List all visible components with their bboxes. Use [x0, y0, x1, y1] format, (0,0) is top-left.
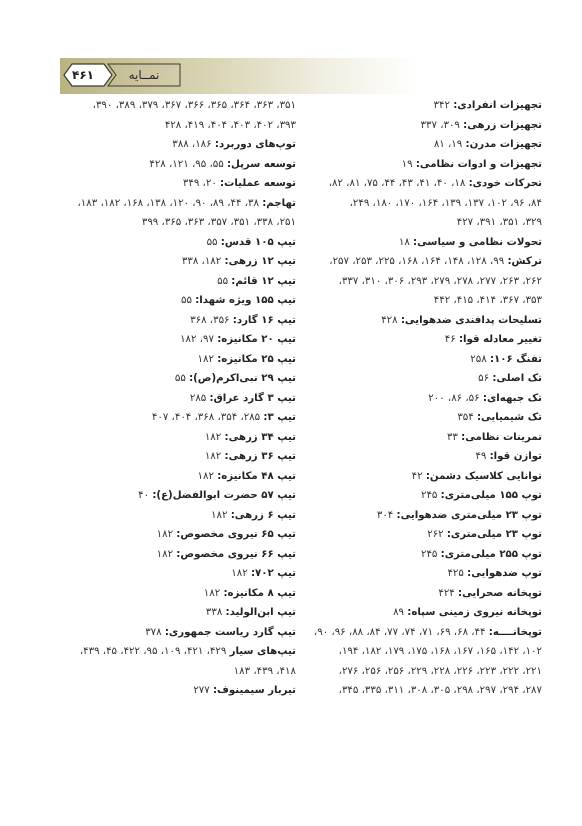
index-term: تیپ ۱۵۵ ویژه شهدا: [195, 295, 296, 306]
index-entry [298, 291, 542, 311]
index-entry [64, 233, 296, 253]
index-entry [298, 116, 542, 136]
index-entry [298, 233, 542, 253]
index-pages: ۱۸ [398, 236, 414, 248]
index-pages: ۱۸، ۴۰، ۴۱، ۴۳، ۴۴، ۷۵، ۸۱، ۸۲، [328, 178, 469, 189]
index-pages: ۳۳۸ [205, 607, 226, 618]
index-term: توپخانــــه: [488, 626, 542, 638]
index-term: تیپ ۱۰۵ قدس: [220, 236, 296, 248]
index-term: توپ ۲۵۵ میلی‌متری: [440, 548, 542, 560]
index-term: توسعه سرپل: [226, 158, 296, 170]
index-entry [298, 428, 542, 448]
index-pages: ۳۴۲ [433, 100, 454, 111]
index-pages: ۱۸۲ [203, 587, 224, 599]
index-term: تیپ ۴۸ مکانیزه: [217, 470, 296, 482]
index-pages: ۱۹، ۸۱ [433, 139, 466, 150]
index-term: تک شیمیایی: [476, 412, 542, 423]
index-entry [64, 545, 296, 565]
index-entry [64, 564, 296, 584]
index-term: توانایی کلاسیک دشمن: [425, 470, 542, 482]
index-term: تیپ ۱۲ قائم: [231, 275, 296, 287]
index-term: تیپ ۲۰ مکانیزه: [217, 334, 296, 345]
index-pages: ۳۵۶، ۳۶۸ [190, 314, 233, 326]
index-pages: ۲۸۷، ۲۹۴، ۲۹۷، ۲۹۸، ۳۰۵، ۳۰۸، ۳۱۱، ۳۳۵، ۳۴۵، [338, 685, 542, 696]
index-entry [298, 213, 542, 233]
index-pages: ۵۵ [181, 295, 196, 306]
index-entry [298, 96, 542, 116]
index-entry [298, 389, 542, 409]
index-term: توپ ۱۵۵ میلی‌متری: [440, 490, 542, 501]
index-entry [298, 272, 542, 292]
index-term: تیپ ۶ زرهی: [230, 509, 296, 521]
index-entry [298, 506, 542, 526]
index-pages: ۲۸۵ [189, 392, 210, 404]
index-term: تهاجم: [262, 197, 296, 209]
index-term: تجهیزات و ادوات نظامی: [415, 158, 542, 170]
index-entry [64, 194, 296, 214]
index-entry [64, 155, 296, 175]
index-entry [64, 116, 296, 136]
index-entry [64, 311, 296, 331]
index-term: تیپ ۷۰۲: [250, 568, 296, 579]
index-entry [64, 408, 296, 428]
index-pages: ۲۴۵ [420, 490, 441, 501]
index-term: تیپ ۵۷ حضرت ابوالفضل(ع): [152, 490, 296, 501]
index-pages: ۱۸۲ [156, 548, 177, 560]
index-term: تیپ ۶۵ نیروی مخصوص: [176, 529, 296, 540]
index-entry [64, 135, 296, 155]
index-term: ترکش: [507, 256, 542, 267]
index-entry [64, 272, 296, 292]
index-entry [64, 662, 296, 682]
index-pages: ۴۰ [138, 490, 153, 501]
index-term: تیپ ۳۶ زرهی: [224, 451, 296, 462]
index-term: تسلیحات پدافندی ضدهوایی: [400, 314, 542, 326]
index-pages: ۴۲۵ [447, 568, 468, 579]
index-entry [64, 486, 296, 506]
index-entry [298, 311, 542, 331]
index-entry [64, 213, 296, 233]
index-term: تک جبهه‌ای: [482, 392, 542, 404]
index-pages: ۴۲۹، ۴۲۱، ۱۰۹، ۹۵، ۴۲۲، ۴۵، ۴۳۹، [79, 646, 230, 657]
index-entry [298, 155, 542, 175]
index-pages: ۲۷۷ [193, 685, 213, 696]
index-pages: ۱۸۲ [204, 451, 225, 462]
index-entry [64, 428, 296, 448]
index-entry [64, 174, 296, 194]
index-term: تیپ ابن‌الولید: [225, 607, 296, 618]
index-entry [298, 135, 542, 155]
index-entry [298, 545, 542, 565]
index-entry [298, 623, 542, 643]
index-entry [298, 252, 542, 272]
index-entry [298, 447, 542, 467]
index-pages: ۹۷، ۱۸۲ [180, 334, 218, 345]
index-pages: ۳۰۴ [376, 509, 397, 521]
index-term: توپ ۲۳ میلی‌متری: [446, 529, 542, 540]
index-entry [298, 642, 542, 662]
index-entry [64, 369, 296, 389]
index-pages: ۳۵۱، ۳۶۳، ۳۶۴، ۳۶۵، ۳۶۶، ۳۶۷، ۳۷۹، ۳۸۹، ۳۹۰، [92, 100, 296, 111]
index-pages: ۱۸۲ [197, 470, 218, 482]
index-pages: ۴۲ [411, 470, 426, 482]
index-term: تیپ ۶۶ نیروی مخصوص: [176, 548, 296, 560]
index-term: تیپ ۳: [263, 412, 296, 423]
index-term: تک اصلی: [492, 373, 542, 384]
index-entry [64, 603, 296, 623]
index-term: تحرکات خودی: [468, 178, 542, 189]
index-term: تیپ ۱۲ زرهی: [224, 256, 296, 267]
index-term: توسعه عملیات: [220, 178, 296, 189]
index-entry [64, 330, 296, 350]
index-term: تیپ ۲۹ نبی‌اکرم(ص): [189, 373, 296, 384]
index-entry [298, 662, 542, 682]
index-term: توپ‌های دوربرد: [214, 139, 296, 150]
index-pages: ۱۸۲ [156, 529, 177, 540]
index-term: توپ ضدهوایی: [467, 568, 542, 579]
index-pages: ۲۰، ۳۴۹ [182, 178, 221, 189]
index-pages: ۸۴، ۹۶، ۱۰۲، ۱۳۷، ۱۳۹، ۱۶۴، ۱۷۰، ۱۸۰، ۲۴۹، [349, 197, 542, 209]
index-entry [64, 506, 296, 526]
index-term: توپخانه نیروی زمینی سپاه: [407, 607, 542, 618]
index-term: تغییر معادله قوا: [458, 334, 542, 345]
index-pages: ۴۱۸، ۴۳۹، ۱۸۳ [233, 665, 296, 677]
index-pages: ۹۹، ۱۲۸، ۱۴۸، ۱۶۴، ۱۶۸، ۲۲۵، ۲۵۳، ۲۵۷، [329, 256, 508, 267]
index-entry [298, 564, 542, 584]
page-number: ۴۶۱ [72, 68, 94, 82]
index-pages: ۳۸، ۴۴، ۸۹، ۹۰، ۱۲۰، ۱۳۸، ۱۶۸، ۱۸۲، ۱۸۳، [77, 197, 263, 209]
index-term: تیربار سیمینوف: [212, 685, 296, 696]
index-pages: ۱۸۲ [231, 568, 251, 579]
index-entry [298, 525, 542, 545]
index-entry [298, 681, 542, 701]
index-entry [64, 252, 296, 272]
index-term: تجهیزات مدرن: [465, 139, 542, 150]
index-pages: ۵۵ [174, 373, 190, 384]
index-pages: ۲۵۱، ۳۳۸، ۳۵۱، ۳۵۷، ۳۶۳، ۳۶۵، ۳۹۹ [141, 217, 296, 228]
index-entry [298, 350, 542, 370]
index-pages: ۱۸۲، ۳۳۸ [181, 256, 225, 267]
index-entry [298, 174, 542, 194]
index-entry [298, 194, 542, 214]
header-badge [62, 63, 182, 87]
index-entry [64, 447, 296, 467]
index-entry [298, 408, 542, 428]
index-pages: ۲۸۵، ۳۵۴، ۳۶۸، ۴۰۴، ۴۰۷ [151, 412, 264, 423]
index-entry [64, 642, 296, 662]
index-pages: ۱۰۲، ۱۴۲، ۱۶۵، ۱۶۷، ۱۶۸، ۱۷۵، ۱۷۹، ۱۸۲، ۱۹۴، [338, 646, 542, 657]
index-pages: ۲۵۸ [470, 353, 490, 365]
index-pages: ۴۲۴ [438, 587, 459, 599]
index-pages: ۵۶، ۸۶، ۲۰۰ [428, 392, 483, 404]
index-pages: ۴۶ [444, 334, 459, 345]
index-column-right [298, 96, 542, 701]
index-entry [64, 467, 296, 487]
index-pages: ۸۹ [393, 607, 408, 618]
index-pages: ۴۹ [475, 451, 490, 462]
index-term: تیپ‌های سیار [229, 646, 296, 657]
index-pages: ۳۹۳، ۴۰۲، ۴۰۳، ۴۰۴، ۴۱۹، ۴۲۸ [164, 119, 296, 131]
index-entry [298, 467, 542, 487]
index-entry [64, 584, 296, 604]
index-entry [298, 330, 542, 350]
index-entry [298, 603, 542, 623]
index-entry [298, 369, 542, 389]
index-term: تیپ ۳ گارد عراق: [209, 392, 296, 404]
index-pages: ۳۳ [446, 431, 462, 443]
index-term: توازن قوا: [489, 451, 542, 462]
index-pages: ۵۵، ۹۵، ۱۲۱، ۴۲۸ [149, 158, 227, 170]
index-pages: ۵۵ [217, 275, 232, 287]
index-entry [298, 584, 542, 604]
index-pages: ۱۸۲ [204, 431, 225, 443]
index-term: تیپ گارد ریاست جمهوری: [164, 626, 296, 638]
index-pages: ۲۲۱، ۲۲۲، ۲۲۳، ۲۲۶، ۲۲۸، ۲۲۹، ۲۵۶، ۲۵۶، ۲۷۶، [338, 665, 542, 677]
index-entry [298, 486, 542, 506]
index-pages: ۵۵ [206, 236, 221, 248]
index-entry [64, 291, 296, 311]
index-pages: ۱۹ [401, 158, 416, 170]
index-term: تفنگ ۱۰۶: [489, 353, 542, 365]
index-pages: ۱۸۲ [197, 353, 218, 365]
index-pages: ۳۵۳، ۳۶۷، ۴۱۴، ۴۱۵، ۴۴۲ [433, 295, 542, 306]
index-entry [64, 389, 296, 409]
index-pages: ۴۴، ۶۸، ۶۹، ۷۱، ۷۴، ۷۷، ۸۴، ۸۸، ۹۶، ۹۰، [313, 626, 489, 638]
index-entry [64, 96, 296, 116]
header-title: نمــایه [128, 68, 160, 82]
index-term: تجهیزات انفرادی: [453, 100, 542, 111]
index-column-left [64, 96, 296, 701]
index-pages: ۲۶۲ [427, 529, 447, 540]
index-pages: ۱۸۲ [211, 509, 231, 521]
index-entry [64, 623, 296, 643]
index-entry [64, 350, 296, 370]
index-term: تیپ ۳۴ زرهی: [224, 431, 296, 443]
index-pages: ۱۸۶، ۳۸۸ [172, 139, 215, 150]
index-term: تجهیزات زرهی: [463, 119, 542, 131]
index-term: توپخانه صحرایی: [458, 587, 542, 599]
index-term: تحولات نظامی و سیاسی: [413, 236, 542, 248]
index-pages: ۳۷۸ [145, 626, 165, 638]
index-pages: ۳۰۹، ۳۳۷ [420, 119, 464, 131]
index-pages: ۳۵۴ [457, 412, 477, 423]
index-term: توپ ۲۳ میلی‌متری ضدهوایی: [396, 509, 542, 521]
index-pages: ۲۴۵ [420, 548, 441, 560]
index-pages: ۲۶۲، ۲۶۳، ۲۷۷، ۲۷۸، ۲۷۹، ۲۹۳، ۳۰۶، ۳۱۰، ۳۳۷، [338, 275, 542, 287]
index-term: تیپ ۸ مکانیزه: [223, 587, 296, 599]
index-entry [64, 681, 296, 701]
index-pages: ۳۲۹، ۳۵۱، ۳۹۱، ۴۲۷ [456, 217, 542, 228]
index-pages: ۴۲۸ [381, 314, 401, 326]
index-entry [64, 525, 296, 545]
index-term: تیپ ۱۶ گارد: [232, 314, 296, 326]
index-pages: ۵۶ [478, 373, 493, 384]
index-term: تیپ ۲۵ مکانیزه: [217, 353, 296, 365]
index-term: تمرینات نظامی: [461, 431, 542, 443]
